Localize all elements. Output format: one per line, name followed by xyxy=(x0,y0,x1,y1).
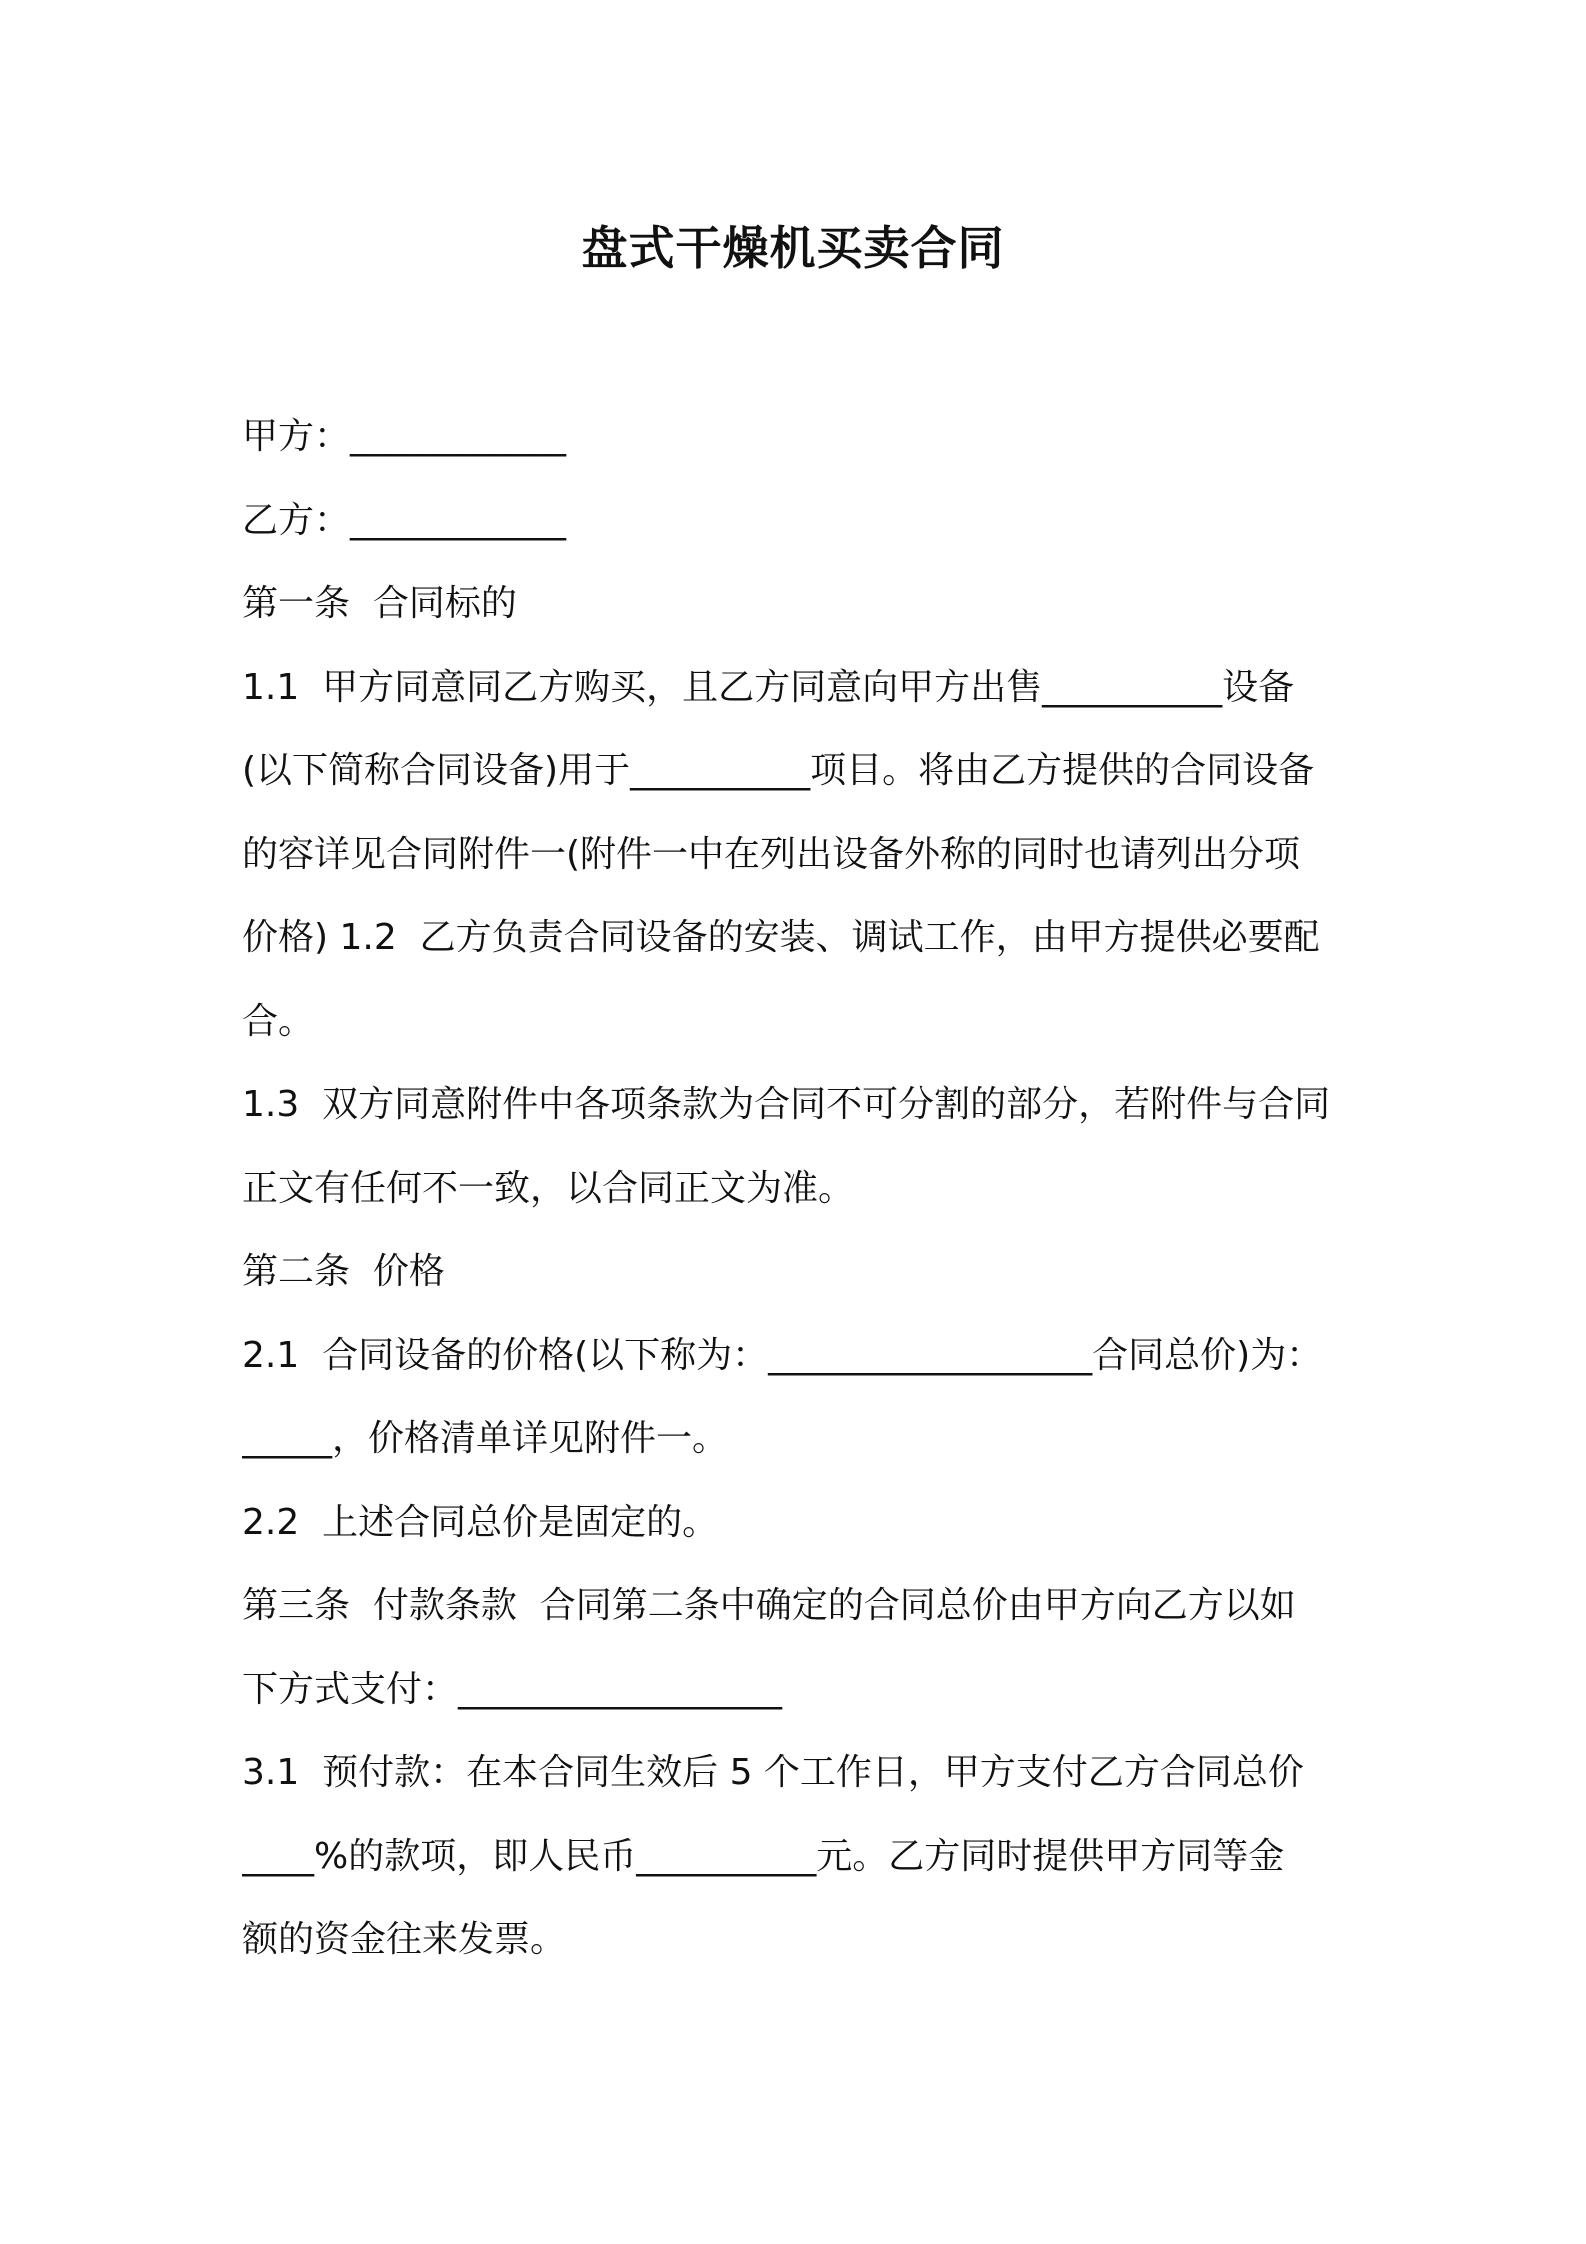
article-1-heading: 第一条 合同标的 xyxy=(242,583,517,624)
paragraph-line: ____%的款项，即人民币__________元。乙方同时提供甲方同等金 xyxy=(242,1836,1285,1877)
party-b-line: 乙方：____________ xyxy=(242,500,567,541)
paragraph-line: 2.2 上述合同总价是固定的。 xyxy=(242,1502,719,1543)
paragraph-line: (以下简称合同设备)用于__________项目。将由乙方提供的合同设备 xyxy=(242,750,1315,791)
paragraph-line: 1.1 甲方同意同乙方购买，且乙方同意向甲方出售__________设备 xyxy=(242,667,1295,708)
paragraph-line: 2.1 合同设备的价格(以下称为：__________________合同总价)为： xyxy=(242,1335,1323,1376)
paragraph-line: 3.1 预付款：在本合同生效后 5 个工作日，甲方支付乙方合同总价 xyxy=(242,1752,1304,1793)
paragraph-line: 价格) 1.2 乙方负责合同设备的安装、调试工作，由甲方提供必要配 xyxy=(242,917,1320,958)
article-2-heading: 第二条 价格 xyxy=(242,1251,445,1292)
paragraph-line: 下方式支付：__________________ xyxy=(242,1669,783,1710)
document-title: 盘式干燥机买卖合同 xyxy=(581,221,1005,275)
paragraph-line: 的容详见合同附件一(附件一中在列出设备外称的同时也请列出分项 xyxy=(242,834,1301,875)
party-a-line: 甲方：____________ xyxy=(242,416,567,457)
paragraph-line: 额的资金往来发票。 xyxy=(242,1919,567,1960)
article-3-heading: 第三条 付款条款 合同第二条中确定的合同总价由甲方向乙方以如 xyxy=(242,1585,1296,1626)
paragraph-line: 1.3 双方同意附件中各项条款为合同不可分割的部分，若附件与合同 xyxy=(242,1084,1331,1125)
paragraph-line: 正文有任何不一致，以合同正文为准。 xyxy=(242,1168,855,1209)
paragraph-line: _____，价格清单详见附件一。 xyxy=(242,1418,729,1459)
paragraph-line: 合。 xyxy=(242,1001,315,1042)
